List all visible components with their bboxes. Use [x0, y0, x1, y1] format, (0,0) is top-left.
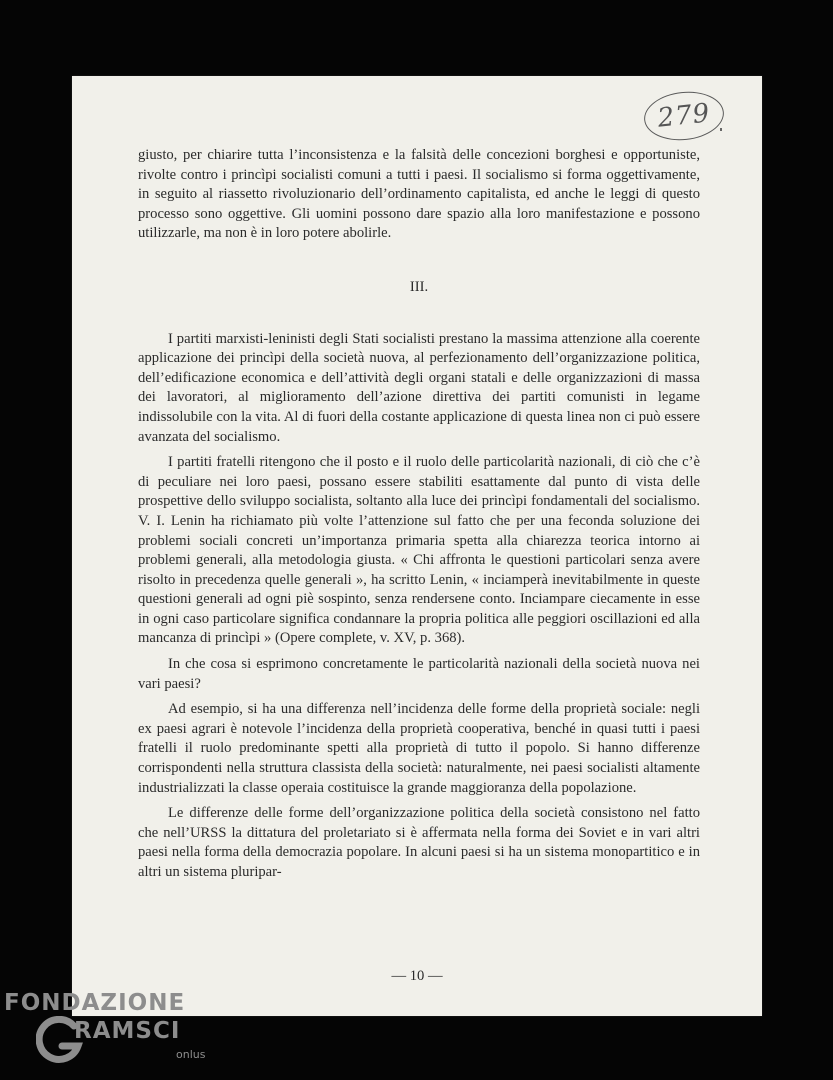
- paragraph-2: I partiti fratelli ritengono che il posto e il ruolo delle particolarità nazionali, di ciò che c’è di peculiare nei loro paesi, possano essere stabiliti esattamente dal punto di vista delle prospettive dello sviluppo socialista, soltanto alla luce dei princìpi fondamentali del socialismo. V. I. Lenin ha richiamato più volte l’attenzione sul fatto che per una feconda soluzione dei problemi sociali concreti un’importanza primaria spetta alla chiarezza teorica intorno ai problemi generali, alla metodologia giusta. « Chi affronta le questioni particolari senza avere risolto in precedenza quelle generali », ha scritto Lenin, « inciamperà inevitabilmente in queste questioni generali ad ogni piè sospinto, senza rendersene conto. Inciampare ciecamente in esse in ogni caso particolare significa condannare la propria politica alle peggiori oscillazioni ed alla mancanza di princìpi » (Opere complete, v. XV, p. 368).: [138, 454, 700, 647]
- page-number: — 10 —: [391, 968, 443, 984]
- document-page: [72, 76, 762, 1016]
- body-text: [138, 146, 700, 883]
- paragraph-4: Ad esempio, si ha una differenza nell’incidenza delle forme della proprietà sociale: negli ex paesi agrari è notevole l’incidenza della proprietà cooperativa, benché in quasi tutti i paesi fratelli il ruolo predominante spetti alla proprietà di tutto il popolo. Si hanno differenze corrispondenti nella struttura classista della società: naturalmente, nei paesi socialisti altamente industrializzati la classe operaia costituisce la grande maggioranza della popolazione.: [138, 701, 700, 796]
- pen-mark: [720, 128, 722, 131]
- logo-line-onlus: onlus: [176, 1048, 206, 1061]
- section-heading: III.: [409, 278, 429, 295]
- handwritten-page-annotation: 279: [642, 88, 727, 144]
- watermark-logo: [4, 988, 214, 1078]
- paragraph-3: In che cosa si esprimono concretamente le particolarità nazionali della società nuova nei vari paesi?: [138, 656, 700, 692]
- logo-line-gramsci: RAMSCI: [74, 1018, 181, 1044]
- paragraph-1: I partiti marxisti-leninisti degli Stati socialisti prestano la massima attenzione alla coerente applicazione dei princìpi della società nuova, al perfezionamento dell’organizzazione politica, dell’edificazione economica e dell’attività degli organi statali e delle organizzazioni di massa dei lavoratori, al miglioramento dell’azione direttiva dei partiti comunisti in legame indissolubile con la vita. Al di fuori della costante applicazione di questa linea non ci può essere avanzata del socialismo.: [138, 330, 700, 445]
- logo-line-fondazione: FONDAZIONE: [4, 990, 186, 1016]
- paragraph-5: Le differenze delle forme dell’organizzazione politica della società consistono nel fatto che nell’URSS la dittatura del proletariato si è affermata nella forma dei Soviet e in vari altri paesi nella forma della democrazia popolare. In alcuni paesi si ha un sistema monopartitico e in altri un sistema pluripar-: [138, 805, 700, 880]
- paragraph-continuation: giusto, per chiarire tutta l’inconsistenza e la falsità delle concezioni borghesi e opportuniste, rivolte contro i princìpi socialisti comuni a tutti i paesi. Il socialismo si forma oggettivamente, in seguito al riassetto rivoluzionario dell’ordinamento capitalista, ed anche le leggi di questo processo sono oggettive. Gli uomini possono dare spazio alla loro manifestazione e possono utilizzarle, ma non è in loro potere abolirle.: [138, 147, 700, 242]
